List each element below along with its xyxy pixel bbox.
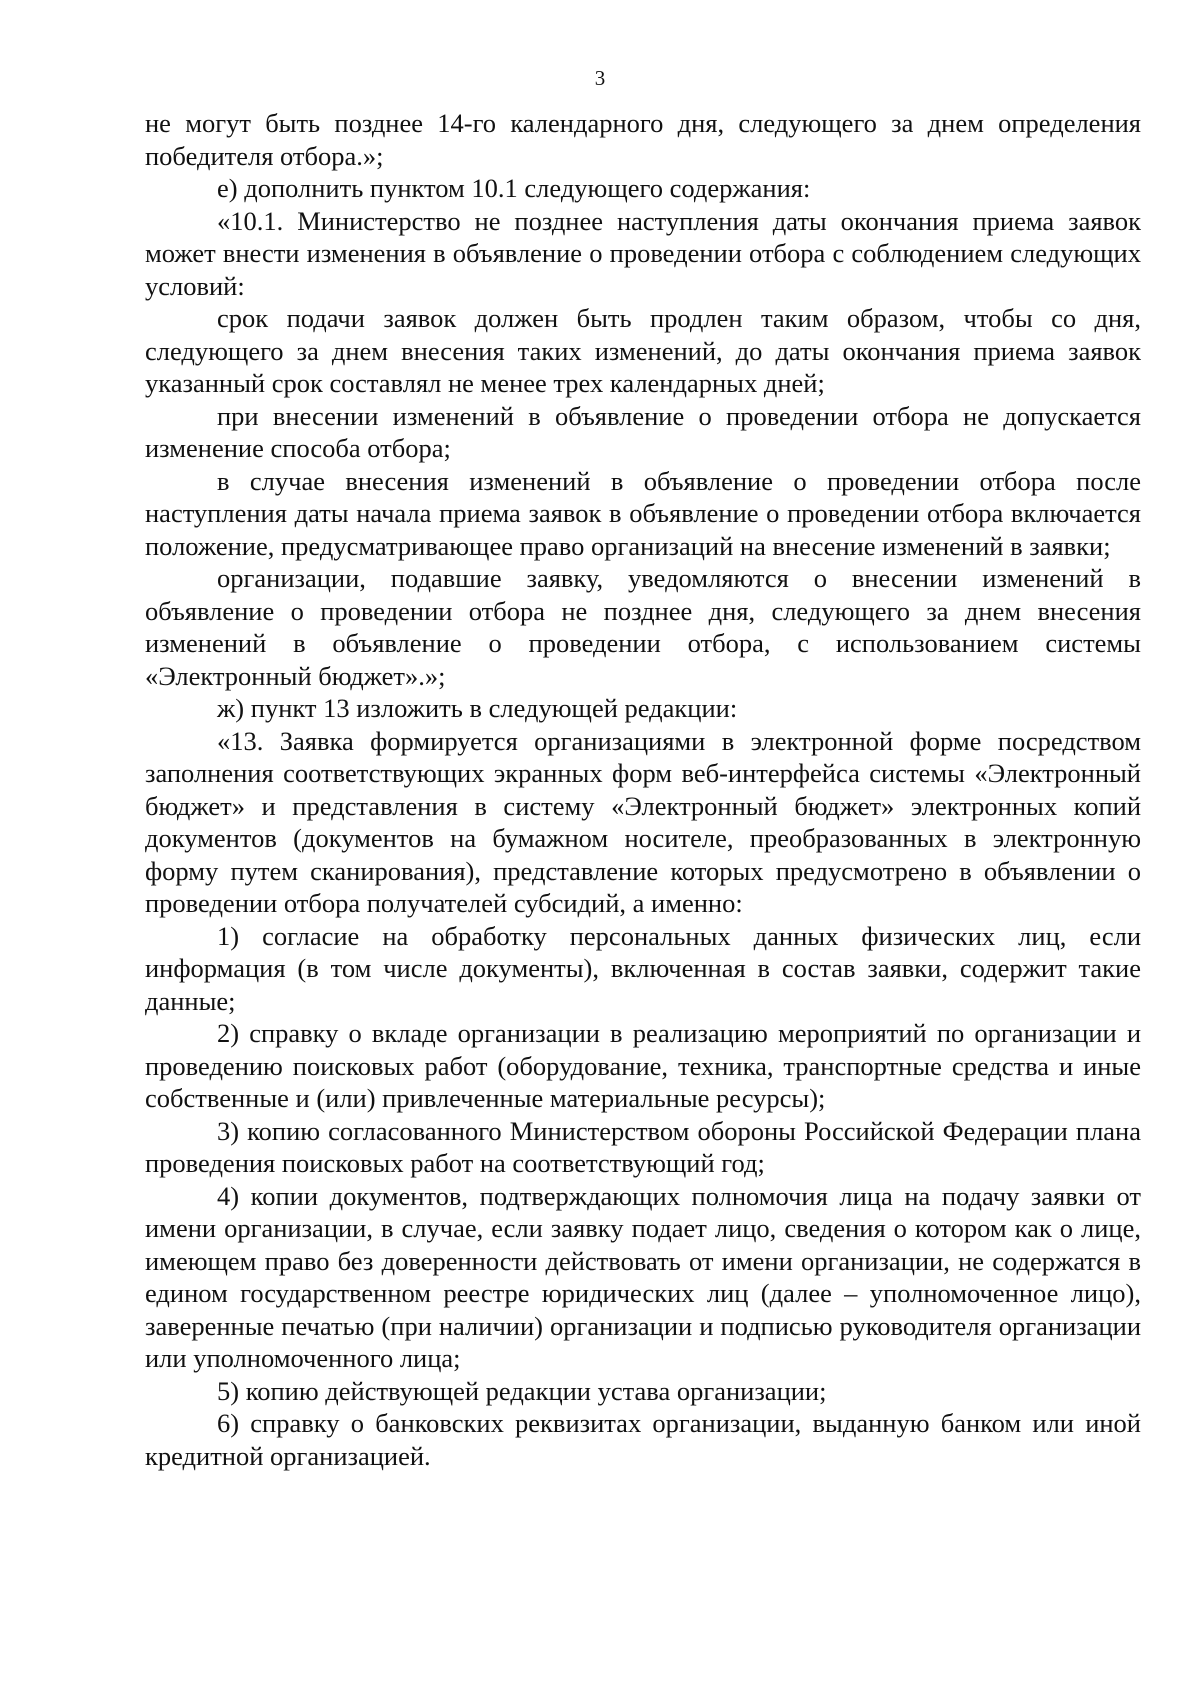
list-item-5: 5) копию действующей редакции устава организации; bbox=[217, 1375, 827, 1406]
list-item-3: 3) копию согласованного Министерством обороны Российской Федерации плана проведения поисковых работ на соответствующий год; bbox=[145, 1115, 1141, 1178]
paragraph-deadline-extension: срок подачи заявок должен быть продлен таким образом, чтобы со дня, следующего за днем внесения таких изменений, до даты окончания приема заявок указанный срок составлял не менее трех календарных дней; bbox=[145, 303, 1141, 398]
paragraph-item-e: е) дополнить пунктом 10.1 следующего содержания: bbox=[217, 173, 811, 203]
list-item-6: 6) справку о банковских реквизитах организации, выданную банком или иной кредитной организацией. bbox=[145, 1408, 1141, 1471]
list-item-4: 4) копии документов, подтверждающих полномочия лица на подачу заявки от имени организации, в случае, если заявку подает лицо, сведения о котором как о лице, имеющем право без доверенности действовать от имени организации, не содержатся в едином государственном реестре юридических лиц (далее – уполномоченное лицо), заверенные печатью (при наличии) организации и подписью руководителя организации или уполномоченного лица; bbox=[145, 1180, 1141, 1373]
list-item-2: 2) справку о вкладе организации в реализацию мероприятий по организации и проведению поисковых работ (оборудование, техника, транспортные средства и иные собственные и (или) привлеченные материальные ресурсы); bbox=[145, 1018, 1141, 1113]
paragraph-13: «13. Заявка формируется организациями в электронной форме посредством заполнения соответствующих экранных форм веб-интерфейса системы «Электронный бюджет» и представления в систему «Электронный бюджет» электронных копий документов (документов на бумажном носителе, преобразованных в электронную форму путем сканирования), представление которых предусмотрено в объявлении о проведении отбора получателей субсидий, а именно: bbox=[145, 725, 1141, 918]
paragraph-method-change: при внесении изменений в объявление о проведении отбора не допускается изменение способа отбора; bbox=[145, 400, 1141, 463]
paragraph-changes-after-start: в случае внесения изменений в объявление о проведении отбора после наступления даты начала приема заявок в объявление о проведении отбора включается положение, предусматривающее право организаций на внесение изменений в заявки; bbox=[145, 465, 1141, 561]
paragraph-notification: организации, подавшие заявку, уведомляются о внесении изменений в объявление о проведении отбора не позднее дня, следующего за днем внесения изменений в объявление о проведении отбора, с использованием системы «Электронный бюджет».»; bbox=[145, 563, 1141, 691]
list-item-1: 1) согласие на обработку персональных данных физических лиц, если информация (в том числе документы), включенная в состав заявки, содержит такие данные; bbox=[145, 920, 1141, 1016]
paragraph-10-1: «10.1. Министерство не позднее наступления даты окончания приема заявок может внести изменения в объявление о проведении отбора с соблюдением следующих условий: bbox=[145, 205, 1141, 301]
page-number: 3 bbox=[594, 66, 606, 90]
document-body bbox=[145, 107, 1141, 1472]
paragraph-item-zh: ж) пункт 13 изложить в следующей редакции: bbox=[217, 693, 738, 723]
paragraph-continuation: не могут быть позднее 14-го календарного дня, следующего за днем определения победителя отбора.»; bbox=[145, 108, 1141, 171]
